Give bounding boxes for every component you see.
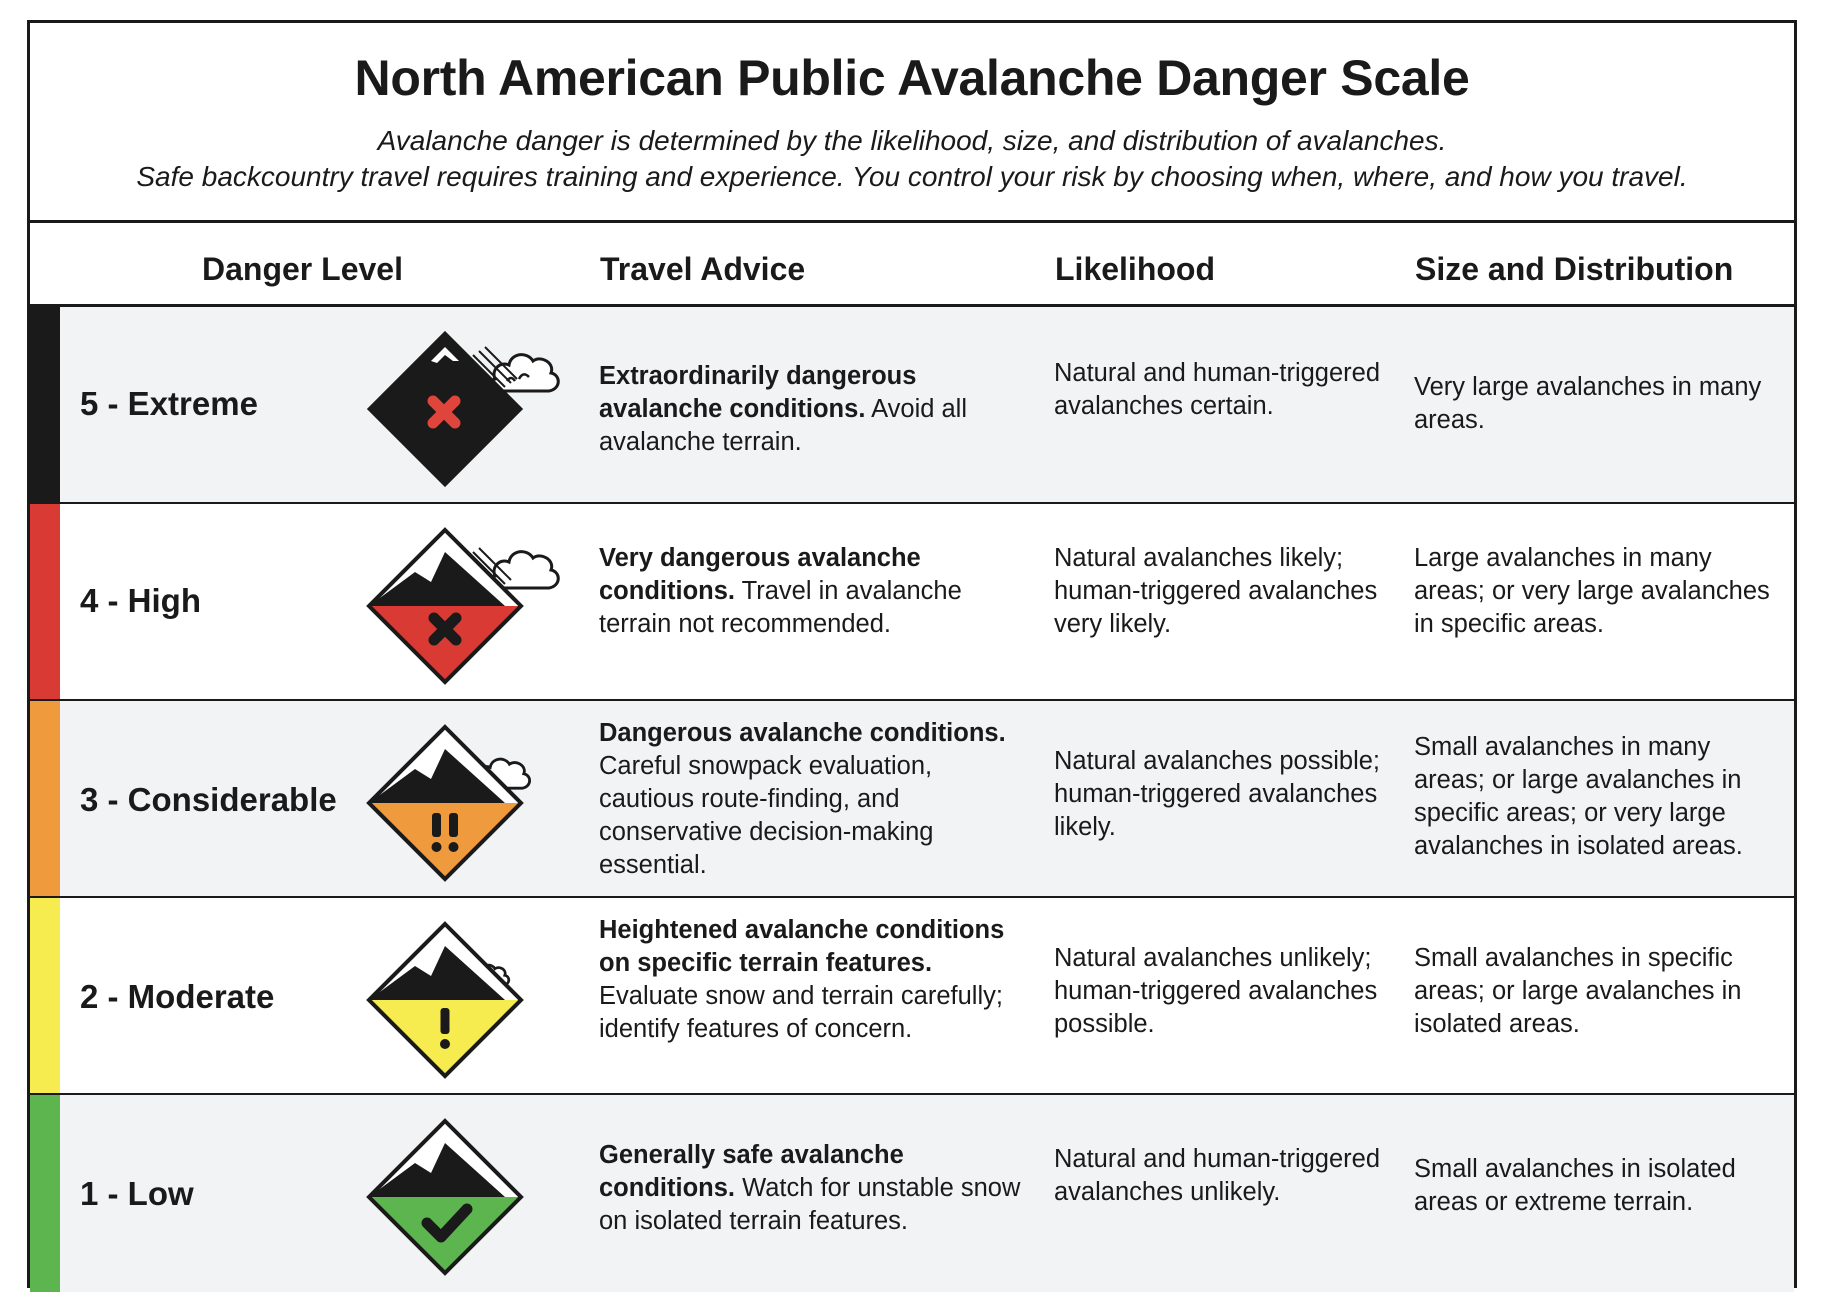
likelihood-cell: Natural and human-triggered avalanches unlikely. (1054, 1145, 1381, 1206)
danger-row-extreme (30, 307, 1794, 504)
danger-color-stripe (30, 701, 60, 896)
likelihood-cell: Natural avalanches likely; human-triggered avalanches very likely. (1054, 544, 1378, 638)
danger-row-high (30, 504, 1794, 701)
danger-color-stripe (30, 307, 60, 502)
likelihood-cell: Natural avalanches possible; human-triggered avalanches likely. (1054, 747, 1381, 841)
danger-row-moderate (30, 898, 1794, 1095)
danger-level-label: 5 - Extreme (80, 385, 258, 422)
likelihood-cell: Natural and human-triggered avalanches certain. (1054, 359, 1381, 420)
travel-advice-cell (599, 542, 1029, 641)
travel-advice-bold: Very dangerous avalanche conditions. (599, 544, 921, 605)
moderate-danger-icon (355, 920, 575, 1080)
danger-scale-table (27, 20, 1797, 1288)
considerable-danger-icon (355, 723, 575, 883)
column-header-size-distribution: Size and Distribution (1415, 251, 1734, 287)
travel-advice-bold: Extraordinarily dangerous avalanche conditions. (599, 362, 917, 423)
danger-row-low (30, 1095, 1794, 1292)
danger-row-considerable (30, 701, 1794, 898)
high-danger-icon (355, 526, 575, 686)
travel-advice-cell (599, 360, 1029, 459)
danger-color-stripe (30, 1095, 60, 1292)
size-distribution-cell: Large avalanches in many areas; or very large avalanches in specific areas. (1414, 544, 1770, 638)
column-headers (30, 223, 1794, 307)
travel-advice-cell (599, 717, 1029, 882)
size-distribution-cell: Small avalanches in isolated areas or extreme terrain. (1414, 1155, 1736, 1216)
danger-color-stripe (30, 898, 60, 1093)
column-header-likelihood: Likelihood (1055, 251, 1215, 287)
travel-advice-cell (599, 1139, 1029, 1238)
danger-level-label: 4 - High (80, 582, 201, 619)
danger-level-label: 3 - Considerable (80, 781, 337, 818)
column-header-travel-advice: Travel Advice (600, 251, 806, 287)
likelihood-cell: Natural avalanches unlikely; human-triggered avalanches possible. (1054, 944, 1378, 1038)
extreme-danger-icon (355, 329, 575, 489)
danger-level-label: 2 - Moderate (80, 978, 275, 1015)
subtitle-line-2: Safe backcountry travel requires training and experience. You control your risk by choosing when, where, and how you travel. (136, 161, 1688, 192)
travel-advice-text: Evaluate snow and terrain carefully; identify features of concern. (599, 982, 1003, 1043)
travel-advice-bold: Heightened avalanche conditions on specific terrain features. (599, 916, 1005, 977)
danger-color-stripe (30, 504, 60, 699)
travel-advice-text: Avoid all avalanche terrain. (599, 395, 968, 456)
danger-level-label: 1 - Low (80, 1175, 194, 1212)
travel-advice-text: Watch for unstable snow on isolated terrain features. (599, 1174, 1021, 1235)
table-header (30, 23, 1794, 223)
travel-advice-bold: Generally safe avalanche conditions. (599, 1141, 904, 1202)
page-title: North American Public Avalanche Danger Scale (354, 50, 1470, 106)
travel-advice-bold: Dangerous avalanche conditions. (599, 719, 1006, 747)
travel-advice-cell (599, 914, 1029, 1046)
column-header-danger-level: Danger Level (202, 251, 403, 287)
size-distribution-cell: Very large avalanches in many areas. (1414, 373, 1762, 434)
size-distribution-cell: Small avalanches in specific areas; or large avalanches in isolated areas. (1414, 944, 1742, 1038)
subtitle-line-1: Avalanche danger is determined by the likelihood, size, and distribution of avalanches. (377, 125, 1447, 156)
travel-advice-text: Careful snowpack evaluation, cautious route-finding, and conservative decision-making essential. (599, 752, 934, 879)
low-danger-icon (355, 1117, 575, 1277)
travel-advice-text: Travel in avalanche terrain not recommended. (599, 577, 962, 638)
size-distribution-cell: Small avalanches in many areas; or large avalanches in specific areas; or very large avalanches in isolated areas. (1414, 733, 1743, 860)
